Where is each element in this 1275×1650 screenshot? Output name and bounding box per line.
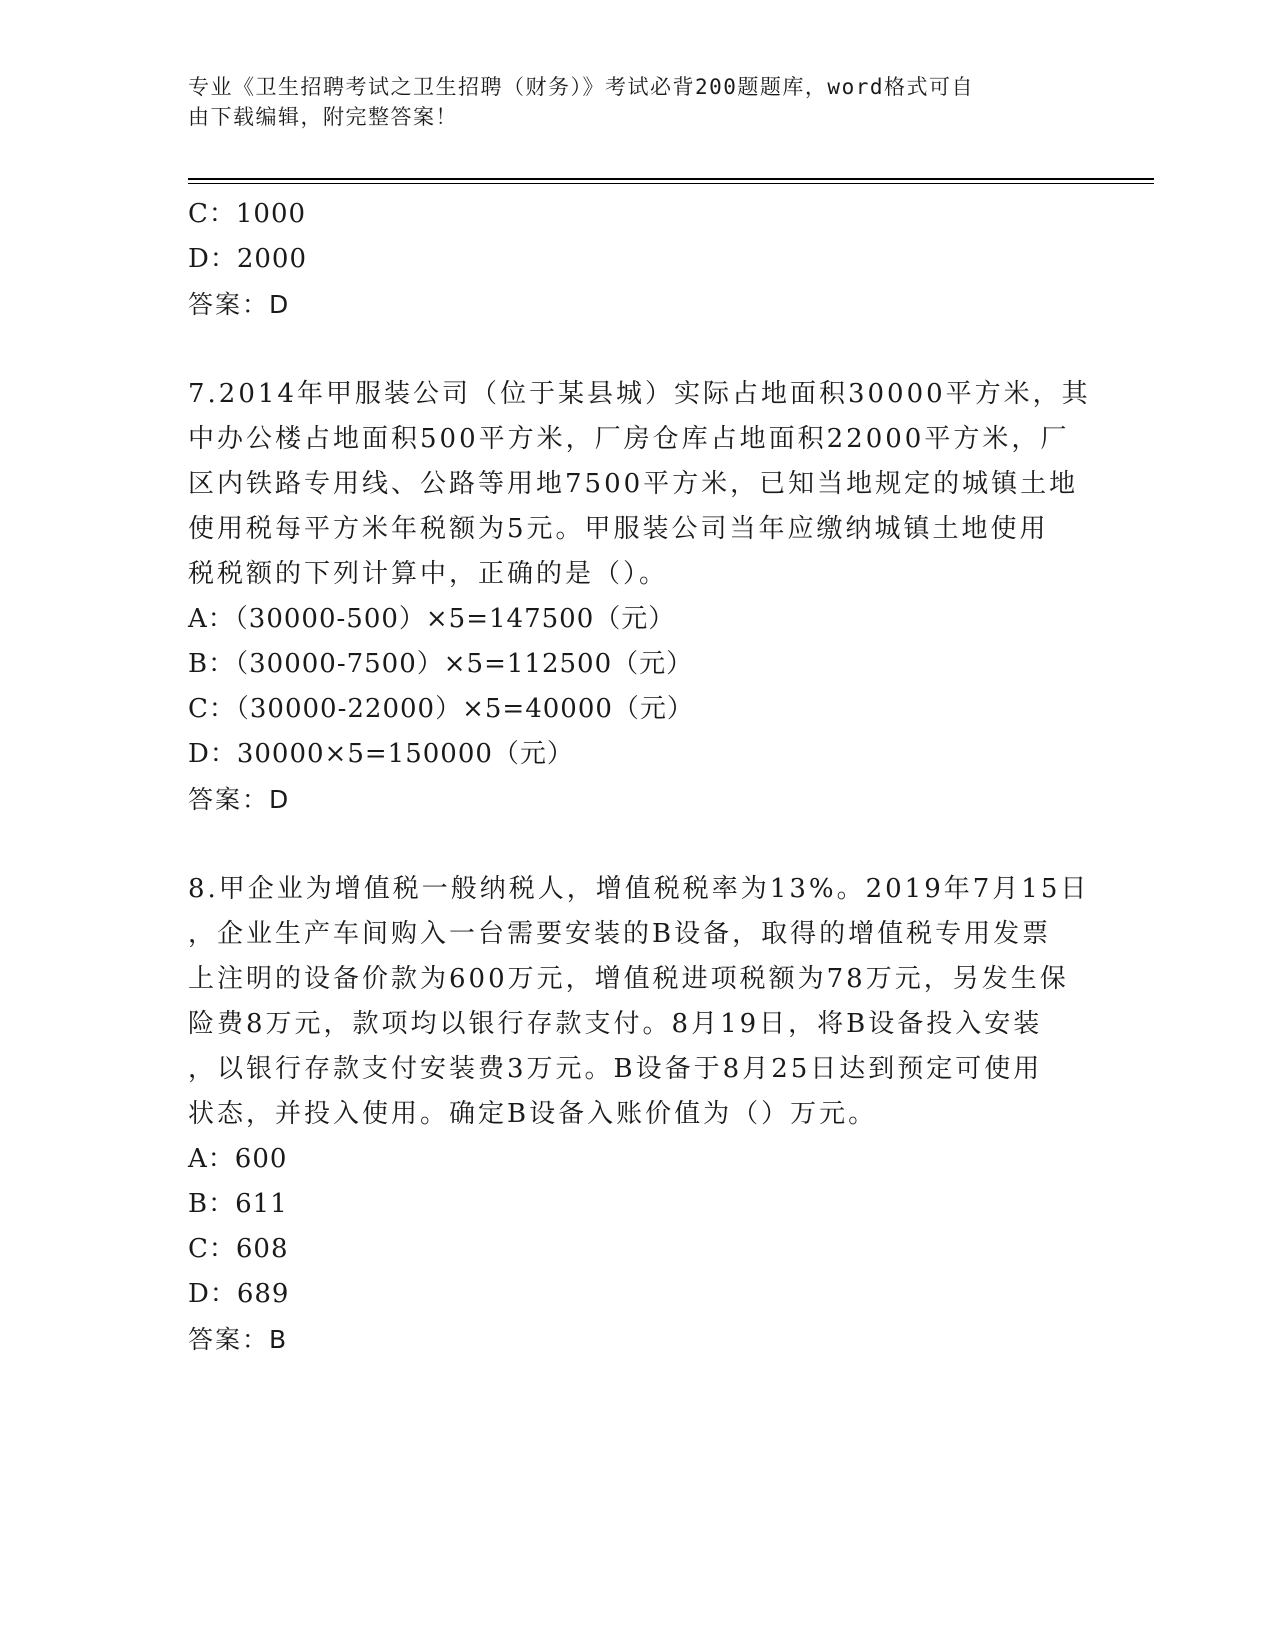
option-c: C：608	[188, 1234, 289, 1264]
question-text-line: 8.甲企业为增值税一般纳税人，增值税税率为13%。2019年7月15日	[188, 874, 1090, 904]
answer-line: 答案：D	[188, 785, 291, 814]
option-d: D：689	[188, 1279, 290, 1309]
question-text-line: ，以银行存款支付安装费3万元。B设备于8月25日达到预定可使用	[188, 1054, 1043, 1084]
previous-question-tail	[188, 192, 1078, 327]
header-line-1: 专业《卫生招聘考试之卫生招聘（财务）》考试必背200题题库，word格式可自	[188, 75, 974, 99]
question-text-line: 7.2014年甲服装公司（位于某县城）实际占地面积30000平方米，其	[188, 379, 1091, 409]
question-8	[188, 867, 1090, 1137]
question-text-line: 使用税每平方米年税额为5元。甲服装公司当年应缴纳城镇土地使用	[188, 514, 1049, 544]
option-b: B：611	[188, 1189, 288, 1219]
header-rule-thick	[188, 178, 1154, 180]
document-header	[188, 72, 1068, 132]
answer-line: 答案：D	[188, 290, 291, 319]
option-d: D：30000×5=150000（元）	[188, 739, 574, 769]
spacer	[188, 327, 1078, 372]
question-text-line: 险费8万元，款项均以银行存款支付。8月19日，将B设备投入安装	[188, 1009, 1043, 1039]
question-text-line: ，企业生产车间购入一台需要安装的B设备，取得的增值税专用发票	[188, 919, 1052, 949]
option-d: D：2000	[188, 244, 308, 274]
question-text-line: 上注明的设备价款为600万元，增值税进项税额为78万元，另发生保	[188, 964, 1069, 994]
question-text-line: 状态，并投入使用。确定B设备入账价值为（）万元。	[188, 1099, 878, 1129]
answer-line: 答案：B	[188, 1325, 289, 1354]
option-c: C：（30000-22000）×5=40000（元）	[188, 694, 694, 724]
option-c: C：1000	[188, 199, 307, 229]
question-8-options	[188, 1137, 1078, 1362]
spacer	[188, 822, 1078, 867]
option-a: A：600	[188, 1144, 288, 1174]
option-b: B：（30000-7500）×5=112500（元）	[188, 649, 694, 679]
question-text-line: 税税额的下列计算中，正确的是（）。	[188, 559, 669, 589]
header-rule-thin	[188, 183, 1154, 184]
question-text-line: 区内铁路专用线、公路等用地7500平方米，已知当地规定的城镇土地	[188, 469, 1079, 499]
question-text-line: 中办公楼占地面积500平方米，厂房仓库占地面积22000平方米，厂	[188, 424, 1070, 454]
question-7	[188, 372, 1091, 597]
document-body	[188, 192, 1091, 1362]
header-line-2: 由下载编辑，附完整答案！	[188, 105, 458, 129]
question-7-options	[188, 597, 1078, 822]
option-a: A：（30000-500）×5=147500（元）	[188, 604, 676, 634]
